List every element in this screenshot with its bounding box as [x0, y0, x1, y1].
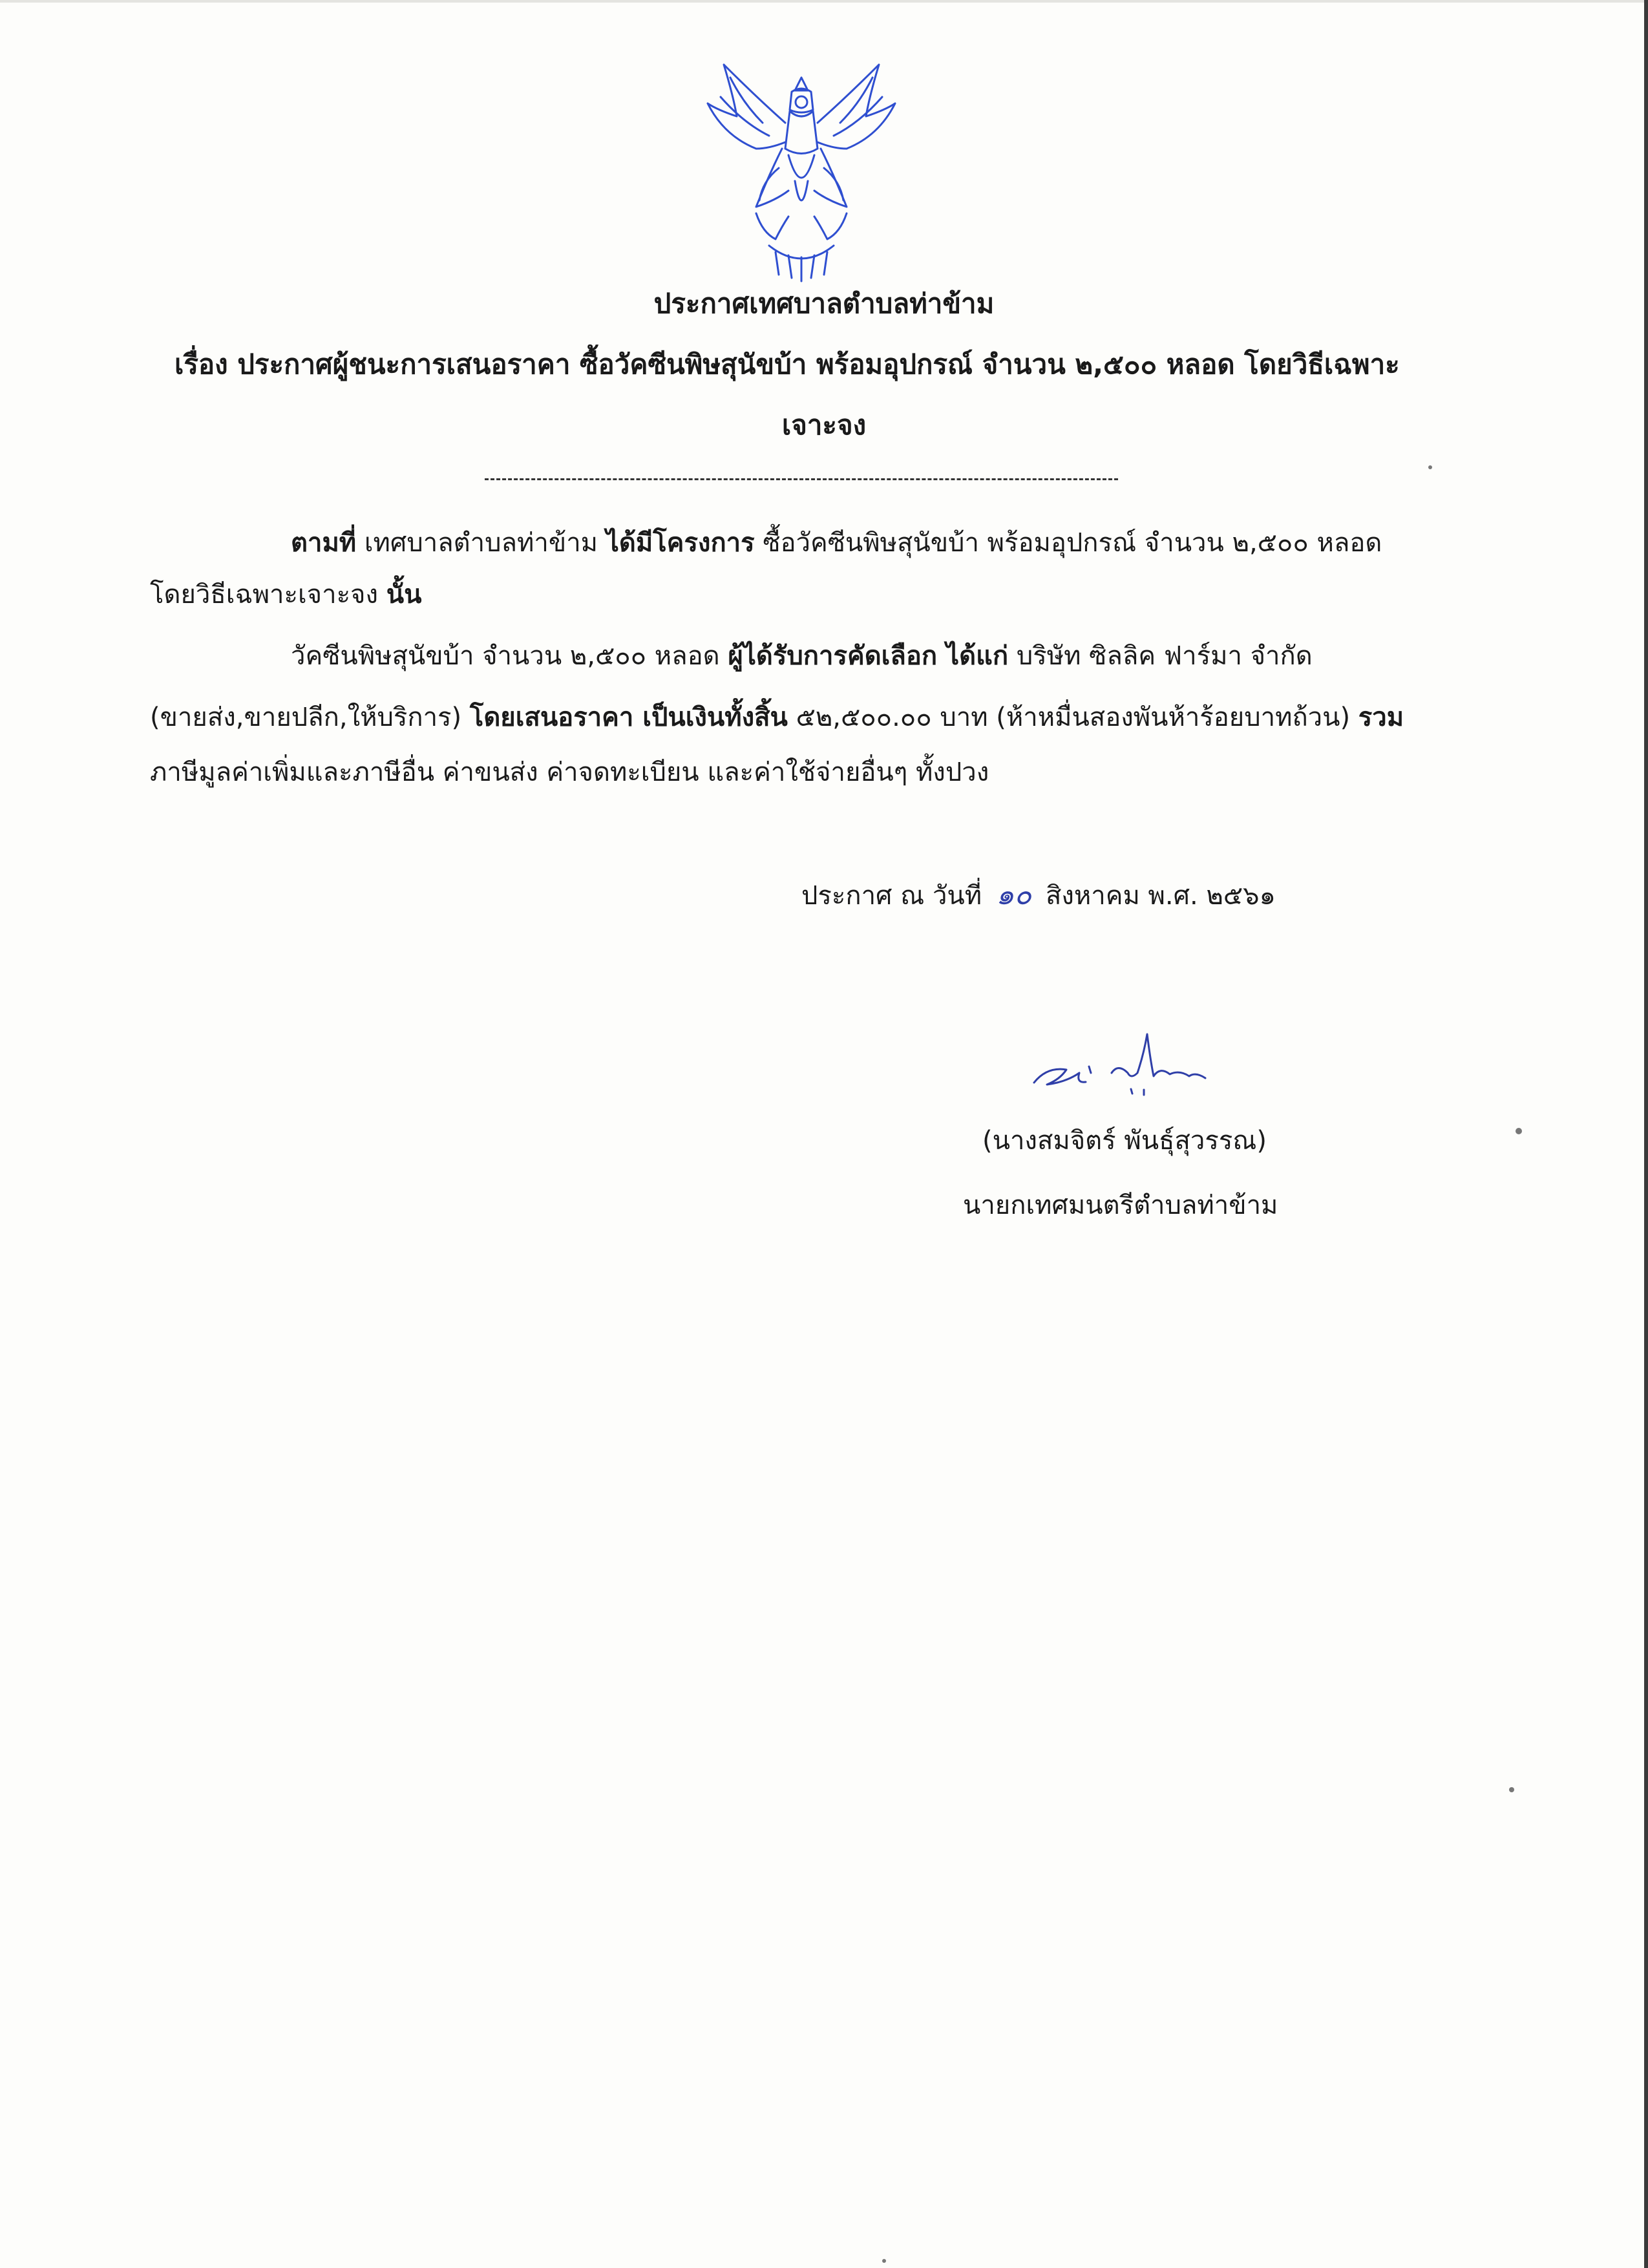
signature-icon	[1021, 1028, 1241, 1105]
scan-right-edge	[1644, 0, 1648, 2268]
p1-rest: ซื้อวัคซีนพิษสุนัขบ้า พร้อมอุปกรณ์ จำนวน ๒,๕๐๐ หลอด	[754, 528, 1382, 558]
p2-line2-b: โดยเสนอราคา เป็นเงินทั้งสิ้น	[469, 703, 788, 732]
p2-line2-c: ๕๒,๕๐๐.๐๐ บาท (ห้าหมื่นสองพันห้าร้อยบาทถ้วน)	[787, 703, 1358, 732]
date-prefix: ประกาศ ณ วันที่	[801, 881, 982, 911]
subject-line-2: เจาะจง	[781, 409, 867, 441]
p1-mid: ได้มีโครงการ	[606, 528, 755, 558]
paragraph-1-line-1	[291, 524, 1382, 562]
document-title: ประกาศเทศบาลตำบลท่าข้าม	[653, 288, 995, 319]
subject-line-1: เรื่อง ประกาศผู้ชนะการเสนอราคา ซื้อวัคซีนพิษสุนัขบ้า พร้อมอุปกรณ์ จำนวน ๒,๕๐๐ หลอด โดยวิธีเฉพาะ	[174, 348, 1400, 380]
p1-org: เทศบาลตำบลท่าข้าม	[356, 528, 606, 558]
scan-speck	[1428, 465, 1432, 469]
paragraph-2-line-2	[150, 698, 1404, 737]
date-month-year: สิงหาคม พ.ศ. ๒๕๖๑	[1045, 881, 1276, 911]
p1-line2: โดยวิธีเฉพาะเจาะจง	[150, 580, 386, 609]
signatory-position: นายกเทศมนตรีตำบลท่าข้าม	[963, 1191, 1278, 1220]
p2-line2-d: รวม	[1358, 703, 1404, 732]
scan-top-edge	[0, 0, 1648, 3]
paragraph-2-line-3: ภาษีมูลค่าเพิ่มและภาษีอื่น ค่าขนส่ง ค่าจดทะเบียน และค่าใช้จ่ายอื่นๆ ทั้งปวง	[150, 758, 989, 787]
scan-speck	[1516, 1128, 1522, 1134]
signatory-name: (นางสมจิตร์ พันธุ์สุวรรณ)	[982, 1126, 1267, 1156]
paragraph-1-line-2	[150, 575, 421, 614]
paragraph-2-line-1	[291, 637, 1313, 675]
separator-line	[485, 478, 1118, 480]
announcement-date	[801, 876, 1276, 915]
p2-line2-a: (ขายส่ง,ขายปลีก,ให้บริการ)	[150, 703, 470, 732]
date-day: ๑๐	[996, 878, 1031, 911]
garuda-emblem-icon	[698, 52, 911, 284]
scan-speck	[1509, 1787, 1514, 1792]
scan-speck	[882, 2259, 886, 2263]
p1-end: นั้น	[386, 580, 422, 609]
p2-item: วัคซีนพิษสุนัขบ้า จำนวน ๒,๕๐๐ หลอด	[291, 641, 728, 671]
p1-lead: ตามที่	[291, 528, 357, 558]
p2-selected: ผู้ได้รับการคัดเลือก ได้แก่	[728, 641, 1009, 671]
p2-company: บริษัท ซิลลิค ฟาร์มา จำกัด	[1008, 641, 1313, 671]
